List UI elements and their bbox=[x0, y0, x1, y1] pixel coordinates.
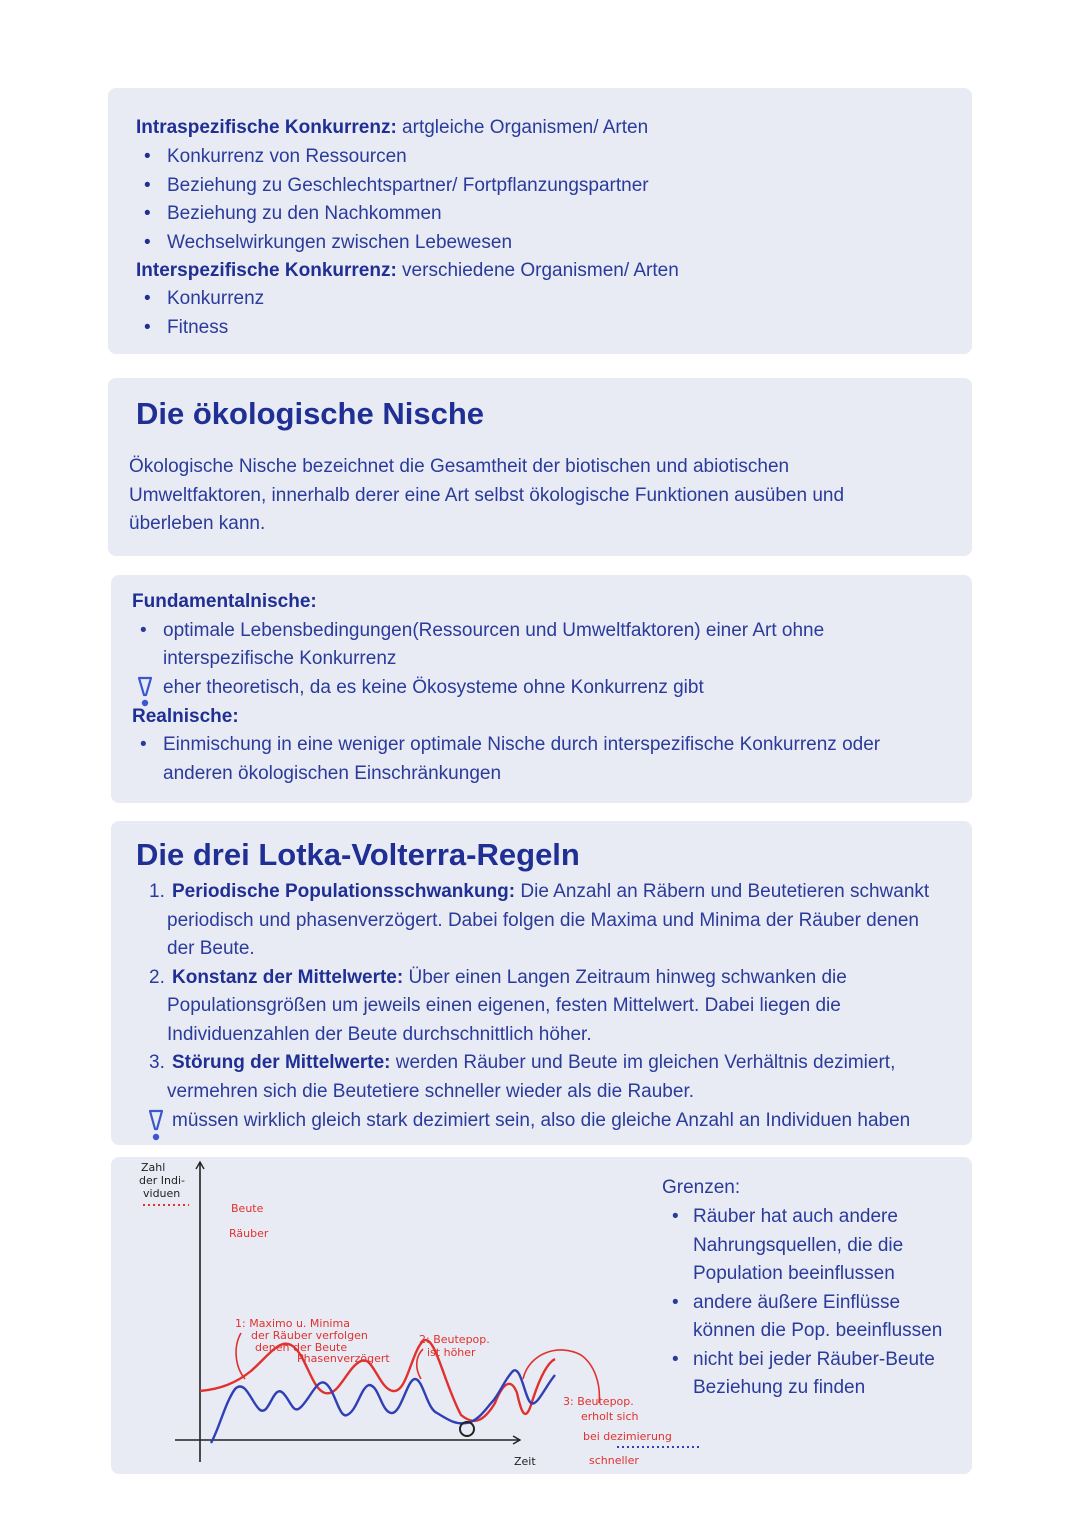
annotation-1: 1: Maximo u. Minima bbox=[235, 1317, 350, 1330]
annotation-1: denen der Beute bbox=[255, 1341, 348, 1354]
list-item: • Fitness bbox=[136, 314, 264, 343]
rule-1-line: der Beute. bbox=[167, 938, 255, 959]
inter-list bbox=[136, 285, 264, 342]
rule-1-line bbox=[172, 878, 929, 907]
intra-text: artgleiche Organismen/ Arten bbox=[396, 117, 649, 138]
rule-number: 2. bbox=[149, 967, 165, 988]
card-lotka-volterra bbox=[111, 821, 972, 1145]
annotation-3: erholt sich bbox=[581, 1410, 639, 1423]
legend-beute: Beute bbox=[231, 1202, 264, 1215]
annotation-2: ist höher bbox=[427, 1346, 476, 1359]
limit-line: Beziehung zu finden bbox=[693, 1377, 866, 1398]
fund-item-line: interspezifische Konkurrenz bbox=[163, 648, 397, 669]
y-axis-label: viduen bbox=[143, 1187, 181, 1200]
raeuber-curve bbox=[211, 1370, 555, 1443]
limit-line: können die Pop. beeinflussen bbox=[693, 1320, 943, 1341]
list-item: • Beziehung zu Geschlechtspartner/ Fortpflanzungspartner bbox=[136, 172, 649, 201]
paragraph-line: Ökologische Nische bezeichnet die Gesamtheit der biotischen und abiotischen bbox=[129, 456, 790, 477]
rule-1-label: Periodische Populationsschwankung: bbox=[172, 881, 516, 902]
rule-3-label: Störung der Mittelwerte: bbox=[172, 1052, 391, 1073]
rule-number: 1. bbox=[149, 881, 165, 902]
fund-item-line: optimale Lebensbedingungen(Ressourcen und Umweltfaktoren) einer Art ohne bbox=[163, 620, 825, 641]
limit-line: Räuber hat auch andere bbox=[693, 1206, 898, 1227]
list-item: • Wechselwirkungen zwischen Lebewesen bbox=[136, 229, 649, 258]
annotation-2-bracket bbox=[417, 1349, 423, 1379]
intra-label: Intraspezifische Konkurrenz: bbox=[136, 117, 397, 138]
limit-line: Nahrungsquellen, die die bbox=[693, 1235, 904, 1256]
x-axis-label: Zeit bbox=[514, 1455, 536, 1468]
note-text: eher theoretisch, da es keine Ökosysteme ohne Konkurrenz gibt bbox=[163, 677, 704, 698]
inter-text: verschiedene Organismen/ Arten bbox=[396, 260, 679, 281]
intra-heading bbox=[136, 114, 648, 143]
bullet: • bbox=[672, 1206, 679, 1227]
legend-raeuber: Räuber bbox=[229, 1227, 269, 1240]
rule-2-line: Populationsgrößen um jeweils einen eigenen, festen Mittelwert. Dabei liegen die bbox=[167, 995, 841, 1016]
rule-2-line: Individuenzahlen der Beute durchschnittlich höher. bbox=[167, 1024, 592, 1045]
annotation-1-bracket bbox=[236, 1333, 245, 1379]
card-konkurrenz bbox=[108, 88, 972, 354]
annotation-2: 2: Beutepop. bbox=[419, 1333, 490, 1346]
annotation-3: schneller bbox=[589, 1454, 639, 1467]
exclamation-icon bbox=[148, 1109, 164, 1143]
rule-1-line: periodisch und phasenverzögert. Dabei folgen die Maxima und Minima der Räuber denen bbox=[167, 910, 920, 931]
rule-2-label: Konstanz der Mittelwerte: bbox=[172, 967, 404, 988]
card-nischen bbox=[111, 575, 972, 803]
inter-heading bbox=[136, 257, 679, 286]
list-item: • Konkurrenz bbox=[136, 285, 264, 314]
bullet: • bbox=[140, 734, 147, 755]
real-item-line: anderen ökologischen Einschränkungen bbox=[163, 763, 502, 784]
rule-3-line: vermehren sich die Beutetiere schneller wieder als die Rauber. bbox=[167, 1081, 694, 1102]
rule-2-line bbox=[172, 964, 847, 993]
population-sketch bbox=[111, 1157, 731, 1474]
inter-label: Interspezifische Konkurrenz: bbox=[136, 260, 397, 281]
annotation-3: 3: Beutepop. bbox=[563, 1395, 634, 1408]
limit-line: nicht bei jeder Räuber-Beute bbox=[693, 1349, 935, 1370]
annotation-1: der Räuber verfolgen bbox=[251, 1329, 368, 1342]
y-axis-label: Zahl bbox=[141, 1161, 166, 1174]
limits-title: Grenzen: bbox=[662, 1177, 741, 1198]
bullet: • bbox=[672, 1349, 679, 1370]
annotation-1: Phasenverzögert bbox=[297, 1352, 390, 1365]
intra-list bbox=[136, 143, 649, 257]
note-text: müssen wirklich gleich stark dezimiert sein, also die gleiche Anzahl an Individuen haben bbox=[172, 1110, 911, 1131]
section-title: Die drei Lotka-Volterra-Regeln bbox=[136, 837, 580, 872]
real-item-line: Einmischung in eine weniger optimale Nische durch interspezifische Konkurrenz oder bbox=[163, 734, 881, 755]
card-oekologische-nische bbox=[108, 378, 972, 556]
y-axis-label: der Indi- bbox=[139, 1174, 185, 1187]
rule-3-line bbox=[172, 1049, 895, 1078]
limit-line: andere äußere Einflüsse bbox=[693, 1292, 901, 1313]
paragraph-line: überleben kann. bbox=[129, 513, 266, 534]
fund-label: Fundamentalnische: bbox=[132, 591, 317, 612]
list-item: • Konkurrenz von Ressourcen bbox=[136, 143, 649, 172]
rule-text: Die Anzahl an Räbern und Beutetieren schwankt bbox=[515, 881, 930, 902]
limit-line: Population beeinflussen bbox=[693, 1263, 895, 1284]
bullet: • bbox=[672, 1292, 679, 1313]
section-title: Die ökologische Nische bbox=[136, 396, 484, 431]
card-diagramm-grenzen bbox=[111, 1157, 972, 1474]
paragraph-line: Umweltfaktoren, innerhalb derer eine Art selbst ökologische Funktionen ausüben und bbox=[129, 485, 845, 506]
list-item: • Beziehung zu den Nachkommen bbox=[136, 200, 649, 229]
rule-number: 3. bbox=[149, 1052, 165, 1073]
annotation-3: bei dezimierung bbox=[583, 1430, 672, 1443]
real-label: Realnische: bbox=[132, 706, 239, 727]
rule-text: Über einen Langen Zeitraum hinweg schwanken die bbox=[403, 967, 847, 988]
rule-text: werden Räuber und Beute im gleichen Verhältnis dezimiert, bbox=[390, 1052, 896, 1073]
bullet: • bbox=[140, 620, 147, 641]
